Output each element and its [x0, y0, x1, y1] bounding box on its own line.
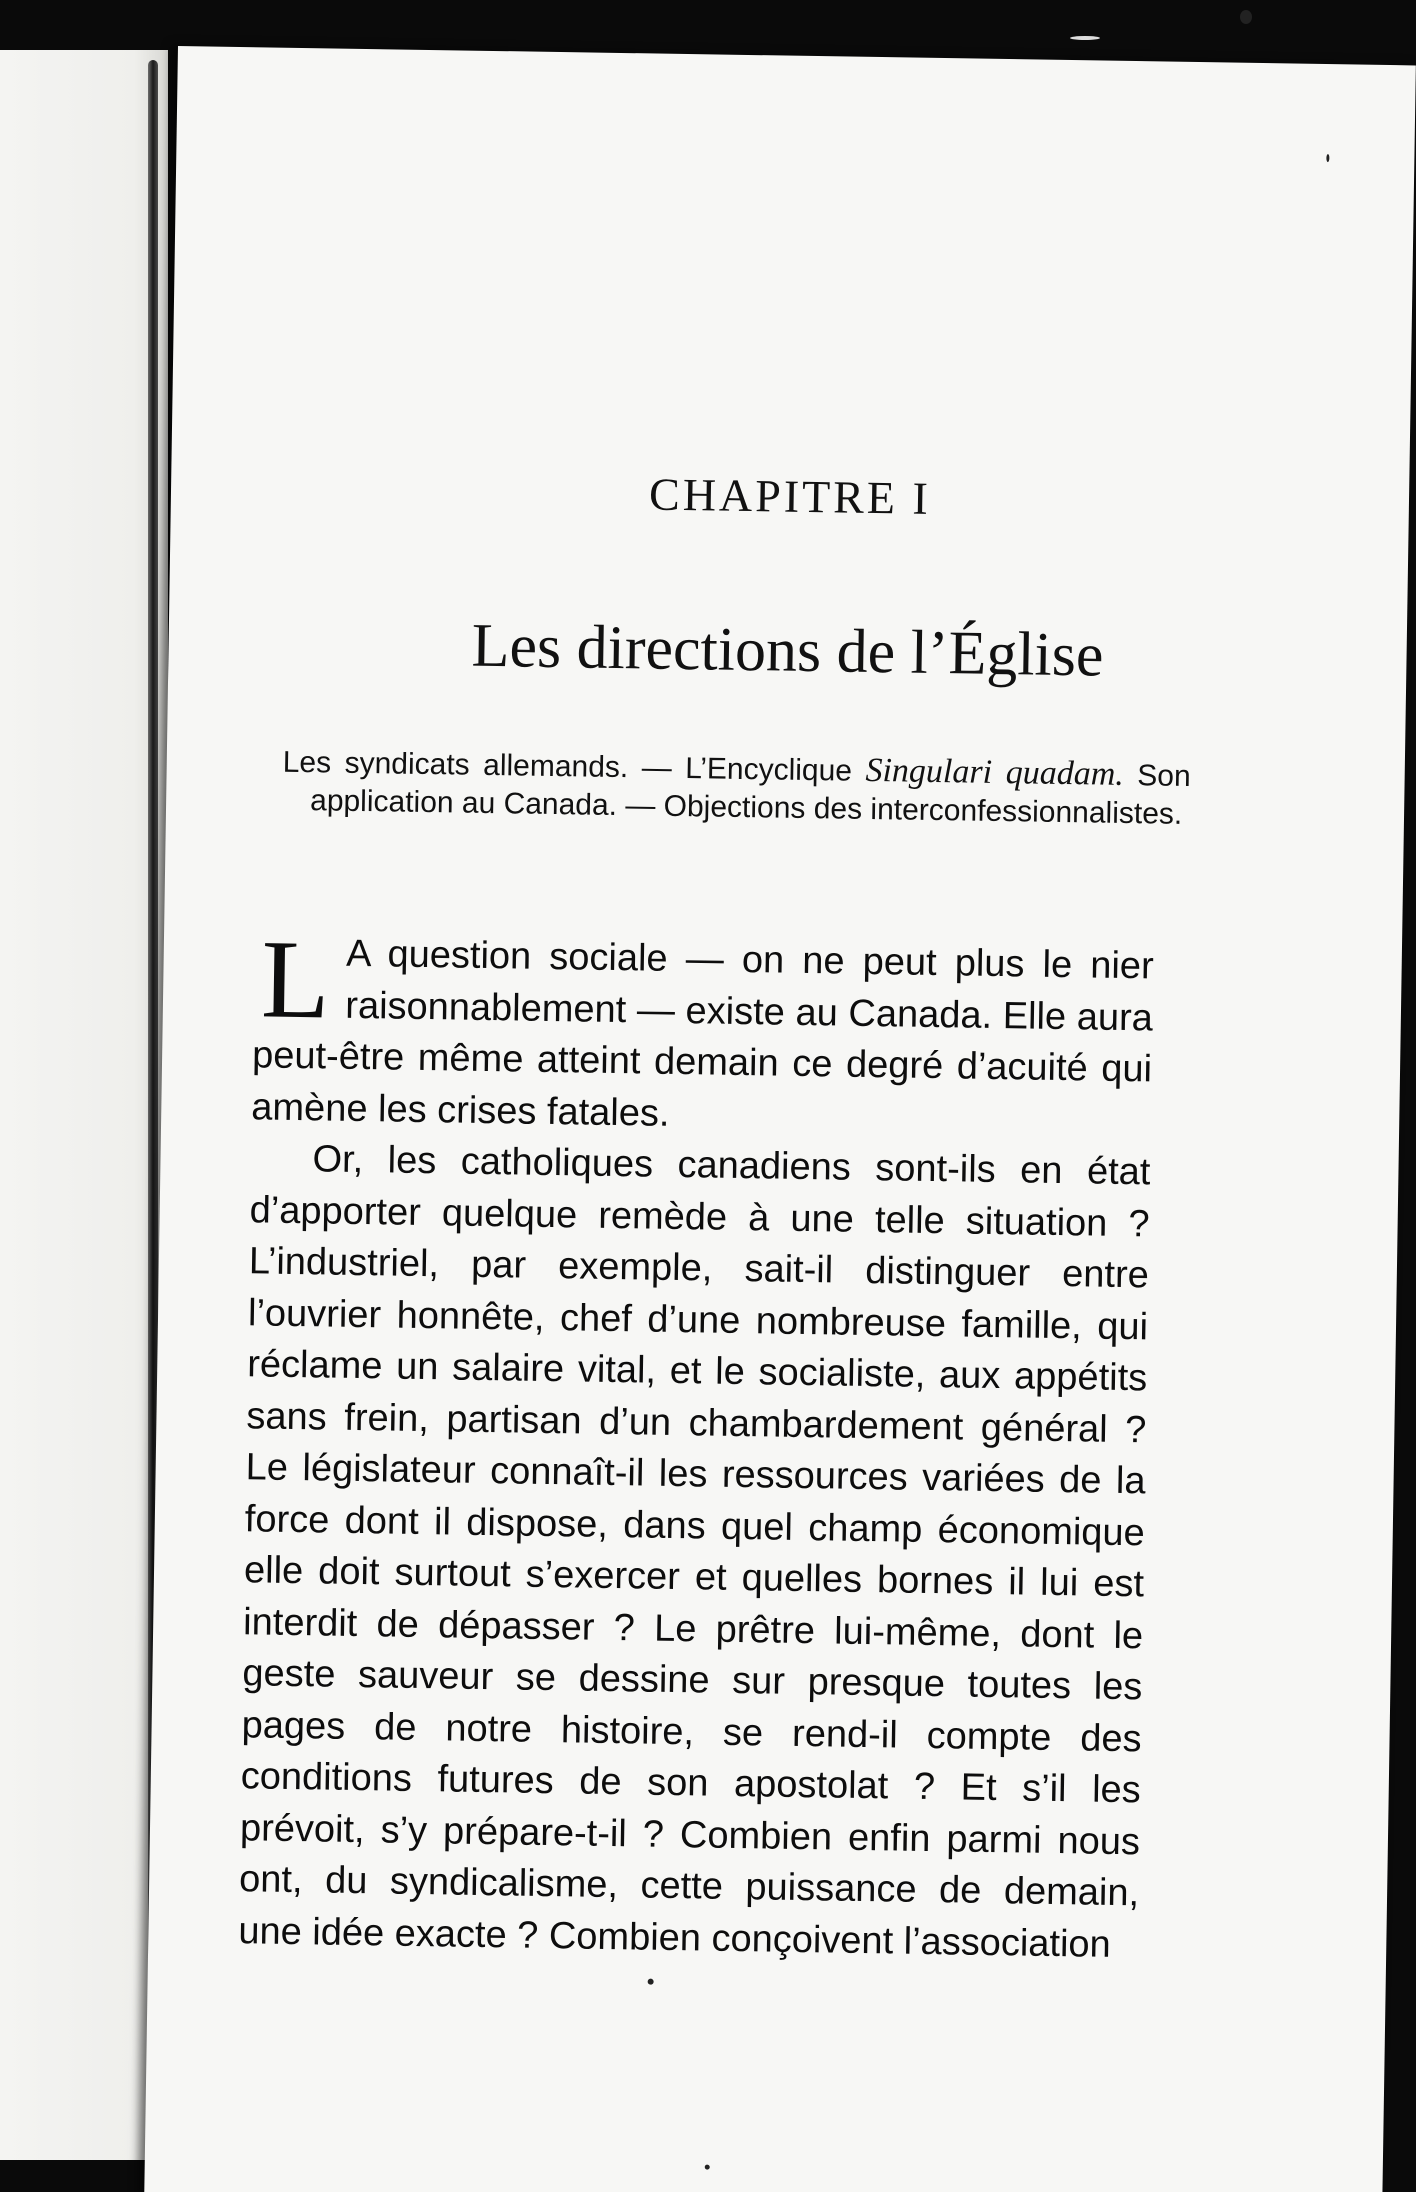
- dust-speck: [1070, 36, 1100, 40]
- dust-speck: [1240, 10, 1252, 24]
- paragraph-1-text: A question sociale — on ne peut plus le nier raisonnablement — existe au Canada. Elle aura peut-être même atteint demain ce degré d’acuité qui amène les crises fatales.: [251, 932, 1154, 1135]
- chapter-number: CHAPITRE I: [648, 468, 932, 524]
- paragraph-2: Or, les catholiques canadiens sont-ils en état d’apporter quelque remède à une telle situation ? L’industriel, par exemple, sait-il distinguer entre l’ouvrier honnête, chef d’une nombreuse famille, qui réclame un salaire vital, et le socialiste, aux appétits sans frein, partisan d’un chambardement général ? Le législateur connaît-il les ressources variées de la force dont il dispose, dans quel champ économique elle doit surtout s’exercer et quelles bornes il lui est interdit de dépasser ? Le prêtre lui-même, dont le geste sauveur se dessine sur presque toutes les pages de notre histoire, se rend-il compte des conditions futures de son apostolat ? Et s’il les prévoit, s’y prépare-t-il ? Combien enfin parmi nous ont, du syndicalisme, cette puissance de demain, une idée exacte ? Combien conçoivent l’association: [238, 1138, 1151, 1966]
- right-page: [144, 46, 1416, 2192]
- dust-speck: [1326, 154, 1329, 162]
- body-text: [238, 917, 1154, 1971]
- chapter-title: Les directions de l’Église: [471, 611, 1105, 690]
- summary-part-2: Son application au Canada. — Objections des interconfessionnalistes.: [309, 758, 1191, 831]
- dust-speck: [705, 2165, 710, 2170]
- chapter-summary: [282, 743, 1191, 834]
- paragraph-1: [251, 917, 1154, 1147]
- encyclical-title: Singulari quadam.: [865, 751, 1125, 793]
- left-page-edge: [0, 50, 168, 2160]
- drop-cap: L: [260, 917, 331, 1043]
- summary-part-1: Les syndicats allemands. — L’Encyclique: [282, 745, 866, 788]
- dust-speck: [648, 1979, 654, 1985]
